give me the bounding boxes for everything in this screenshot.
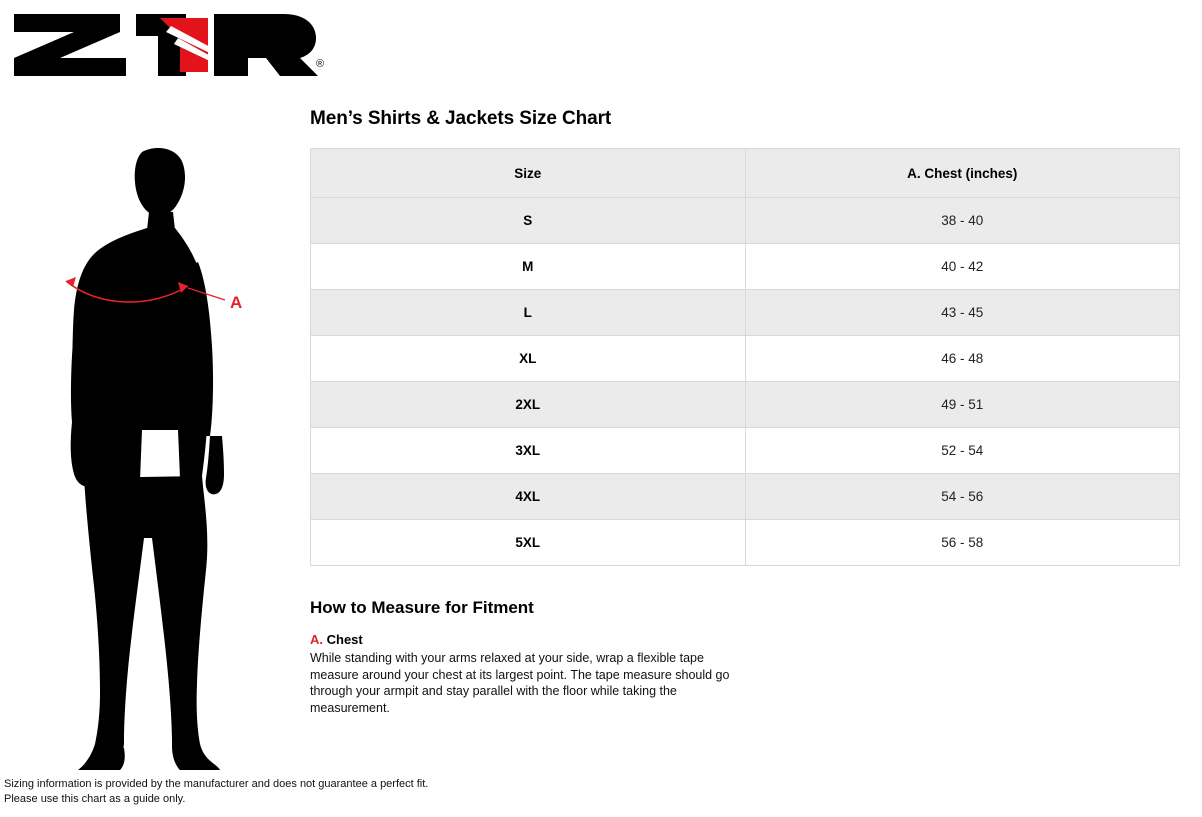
disclaimer-line-2: Please use this chart as a guide only. bbox=[4, 793, 186, 805]
cell-size: 3XL bbox=[311, 428, 746, 474]
cell-size: XL bbox=[311, 336, 746, 382]
cell-chest: 49 - 51 bbox=[745, 382, 1180, 428]
figure-callout-label: A bbox=[230, 293, 243, 312]
cell-chest: 40 - 42 bbox=[745, 244, 1180, 290]
cell-chest: 43 - 45 bbox=[745, 290, 1180, 336]
cell-chest: 38 - 40 bbox=[745, 198, 1180, 244]
cell-size: L bbox=[311, 290, 746, 336]
disclaimer-line-1: Sizing information is provided by the manufacturer and does not guarantee a perfect fit. bbox=[4, 778, 429, 790]
table-row bbox=[311, 474, 1180, 520]
cell-size: 4XL bbox=[311, 474, 746, 520]
measure-item-heading bbox=[310, 632, 1180, 647]
table-header-row bbox=[311, 149, 1180, 198]
table-row bbox=[311, 336, 1180, 382]
cell-size: S bbox=[311, 198, 746, 244]
table-row bbox=[311, 520, 1180, 566]
column-header-size: Size bbox=[311, 149, 746, 198]
cell-chest: 52 - 54 bbox=[745, 428, 1180, 474]
size-chart-table bbox=[310, 148, 1180, 566]
cell-size: M bbox=[311, 244, 746, 290]
measure-item-text: While standing with your arms relaxed at your side, wrap a flexible tape measure around your chest at its largest point. The tape measure should go through your armpit and stay parallel with the floor while taking the measurement. bbox=[310, 651, 730, 715]
z1r-logo bbox=[8, 8, 328, 80]
cell-chest: 56 - 58 bbox=[745, 520, 1180, 566]
table-row bbox=[311, 198, 1180, 244]
table-row bbox=[311, 244, 1180, 290]
column-header-chest: A. Chest (inches) bbox=[745, 149, 1180, 198]
disclaimer bbox=[4, 777, 428, 807]
measure-item-name: Chest bbox=[326, 632, 363, 647]
how-to-measure-title: How to Measure for Fitment bbox=[310, 598, 534, 617]
page-title: Men’s Shirts & Jackets Size Chart bbox=[310, 108, 612, 129]
table-row bbox=[311, 428, 1180, 474]
cell-size: 2XL bbox=[311, 382, 746, 428]
cell-chest: 46 - 48 bbox=[745, 336, 1180, 382]
table-row bbox=[311, 382, 1180, 428]
table-row bbox=[311, 290, 1180, 336]
size-chart-panel bbox=[310, 108, 1180, 716]
measure-item-letter: A. bbox=[310, 632, 323, 647]
cell-size: 5XL bbox=[311, 520, 746, 566]
measure-item-chest bbox=[310, 632, 1180, 716]
cell-chest: 54 - 56 bbox=[745, 474, 1180, 520]
male-body-silhouette bbox=[20, 130, 290, 770]
registered-mark: ® bbox=[316, 58, 325, 70]
